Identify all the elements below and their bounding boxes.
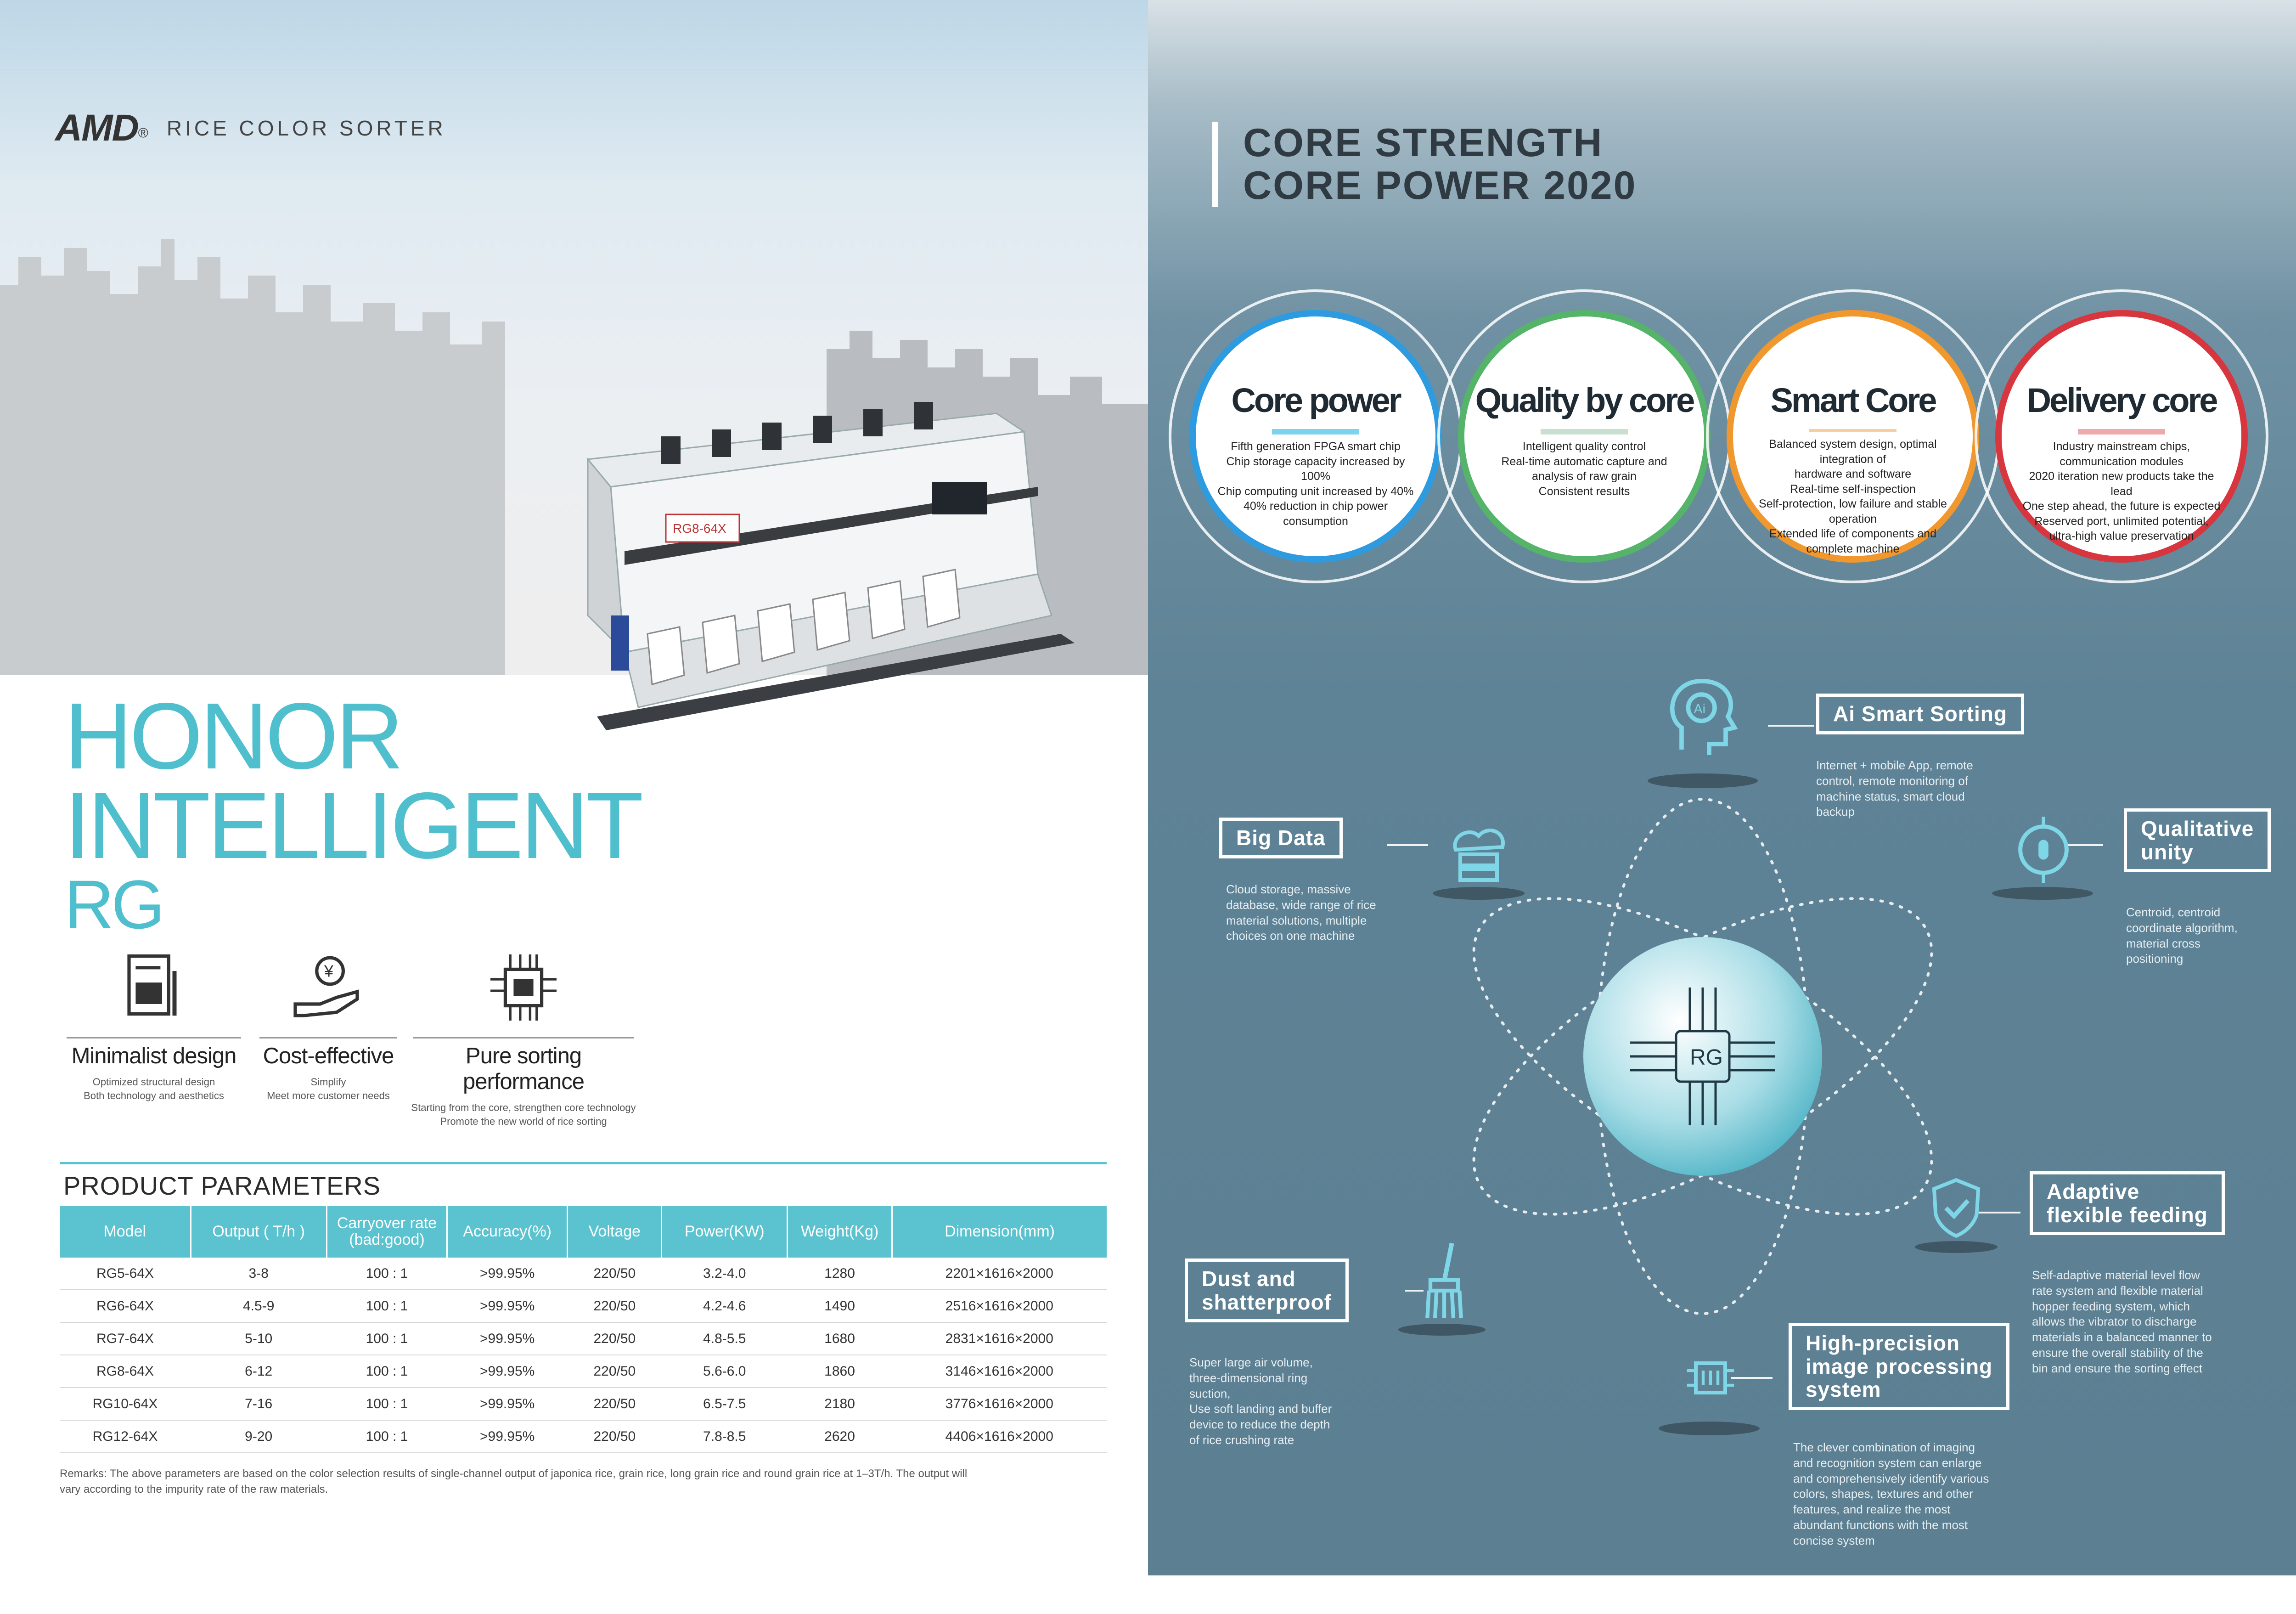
table-cell: 9-20 <box>191 1420 326 1453</box>
feature-desc: Optimized structural design Both technology and aesthetics <box>84 1076 224 1101</box>
table-cell: 100 : 1 <box>326 1258 447 1290</box>
node-big-data-desc: Cloud storage, massive database, wide range of rice material solutions, multiple choices on one machine <box>1226 882 1376 943</box>
circle-core-power: Core power Fifth generation FPGA smart chip Chip storage capacity increased by 100% Chip computing unit increased by 40% 40% reduction in chip power consumption <box>1169 289 1463 583</box>
table-cell: 100 : 1 <box>326 1290 447 1322</box>
table-row <box>60 1388 1107 1420</box>
hero-line-3: RG <box>64 866 162 943</box>
circle-smart-core: Smart Core Balanced system design, optimal integration of hardware and software Real-time self-inspection Self-protection, low failure and stable operation Extended life of components and complete machine <box>1706 289 2000 583</box>
node-adaptive-feeding: Adaptive flexible feeding <box>2030 1171 2225 1235</box>
node-adaptive-desc: Self-adaptive material level flow rate system and flexible material hopper feeding system, which allows the vibrator to discharge materials in a balanced manner to ensure the overall stability of the bin and ensure the sorting effect <box>2032 1268 2212 1375</box>
circle-quality-by-core: Quality by core Intelligent quality control Real-time automatic capture and analysis of raw grain Consistent results <box>1437 289 1731 583</box>
remarks: Remarks: The above parameters are based on the color selection results of single-channel output of japonica rice, grain rice, long grain rice and round grain rice at 1–3T/h. The output will vary according to the impurity rate of the raw materials. <box>60 1467 968 1495</box>
table-body <box>60 1258 1107 1453</box>
table-cell: 220/50 <box>568 1355 662 1388</box>
table-cell: RG5-64X <box>60 1258 191 1290</box>
brand-header <box>55 107 446 150</box>
feature-cost-effective <box>253 942 404 1128</box>
table-cell: RG7-64X <box>60 1322 191 1355</box>
params-title: PRODUCT PARAMETERS <box>63 1171 381 1200</box>
table-cell: 2180 <box>788 1388 892 1420</box>
table-row <box>60 1355 1107 1388</box>
table-cell: 1490 <box>788 1290 892 1322</box>
col-weight: Weight(Kg) <box>788 1206 892 1258</box>
col-output: Output ( T/h ) <box>191 1206 326 1258</box>
table-cell: 2201×1616×2000 <box>892 1258 1107 1290</box>
table-cell: 4406×1616×2000 <box>892 1420 1107 1453</box>
feature-list <box>55 942 698 1128</box>
feature-pure-sorting <box>404 942 643 1128</box>
feature-title: Cost-effective <box>263 1044 394 1068</box>
params-table <box>60 1206 1107 1453</box>
table-cell: 220/50 <box>568 1290 662 1322</box>
feature-title: Pure sorting performance <box>462 1044 585 1094</box>
table-cell: >99.95% <box>447 1322 568 1355</box>
table-cell: 3.2-4.0 <box>662 1258 788 1290</box>
core-title-line-2: CORE POWER 2020 <box>1243 163 1637 208</box>
col-power: Power(KW) <box>662 1206 788 1258</box>
node-ai-desc: Internet + mobile App, remote control, remote monitoring of machine status, smart cloud backup <box>1816 758 1973 819</box>
table-cell: 2831×1616×2000 <box>892 1322 1107 1355</box>
brush-icon <box>1405 1236 1483 1327</box>
table-row <box>60 1420 1107 1453</box>
node-big-data: Big Data <box>1219 818 1343 858</box>
document-pen-icon <box>113 946 195 1029</box>
machine-label: RG8-64X <box>673 521 726 536</box>
table-cell: 5.6-6.0 <box>662 1355 788 1388</box>
feature-minimalist-design <box>55 942 253 1128</box>
col-dimension: Dimension(mm) <box>945 1223 1055 1241</box>
node-qualitative-unity: Qualitative unity <box>2124 808 2271 872</box>
table-cell: 2516×1616×2000 <box>892 1290 1107 1322</box>
feature-desc: Simplify Meet more customer needs <box>267 1076 390 1101</box>
node-dust-shatterproof: Dust and shatterproof <box>1185 1258 1349 1322</box>
table-cell: 100 : 1 <box>326 1388 447 1420</box>
table-cell: >99.95% <box>447 1420 568 1453</box>
table-cell: 3-8 <box>191 1258 326 1290</box>
table-cell: 100 : 1 <box>326 1322 447 1355</box>
center-rg-label: RG <box>1690 1045 1723 1070</box>
table-cell: 5-10 <box>191 1322 326 1355</box>
table-cell: 3146×1616×2000 <box>892 1355 1107 1388</box>
product-parameters <box>60 1162 1107 1497</box>
table-cell: >99.95% <box>447 1290 568 1322</box>
left-panel <box>0 0 1148 1575</box>
table-cell: 2620 <box>788 1420 892 1453</box>
table-cell: 100 : 1 <box>326 1355 447 1388</box>
brand-subtitle: RICE COLOR SORTER <box>166 116 446 140</box>
table-cell: >99.95% <box>447 1258 568 1290</box>
table-cell: 220/50 <box>568 1388 662 1420</box>
feature-desc: Starting from the core, strengthen core technology Promote the new world of rice sorting <box>411 1102 636 1127</box>
table-cell: RG6-64X <box>60 1290 191 1322</box>
brand-logo: AMD <box>55 107 138 149</box>
shield-check-icon <box>1919 1171 1993 1245</box>
table-header-row <box>60 1206 1107 1258</box>
feature-title: Minimalist design <box>71 1044 236 1068</box>
table-cell: 1680 <box>788 1322 892 1355</box>
table-row <box>60 1322 1107 1355</box>
node-image-desc: The clever combination of imaging and recognition system can enlarge and comprehensively identify various colors, shapes, textures and other features, and realize the most abundant functions with the most concise system <box>1793 1440 1989 1547</box>
table-cell: 3776×1616×2000 <box>892 1388 1107 1420</box>
core-title-line-1: CORE STRENGTH <box>1243 121 1604 165</box>
table-cell: RG8-64X <box>60 1355 191 1388</box>
chip-icon <box>482 946 565 1029</box>
cloud-server-icon <box>1433 808 1525 900</box>
table-row <box>60 1290 1107 1322</box>
svg-text:¥: ¥ <box>324 961 334 981</box>
ai-head-icon <box>1649 661 1759 772</box>
col-model: Model <box>60 1206 191 1258</box>
hero-line-2: INTELLIGENT <box>64 773 641 878</box>
core-title <box>1212 122 1637 207</box>
table-cell: 4.5-9 <box>191 1290 326 1322</box>
table-cell: 220/50 <box>568 1420 662 1453</box>
table-cell: 1280 <box>788 1258 892 1290</box>
coin-hand-icon <box>287 946 370 1029</box>
middle-panel <box>1148 0 2296 1575</box>
svg-text:Ai: Ai <box>1694 701 1706 717</box>
table-cell: RG12-64X <box>60 1420 191 1453</box>
target-icon <box>2002 808 2085 891</box>
table-cell: 220/50 <box>568 1322 662 1355</box>
table-cell: 4.8-5.5 <box>662 1322 788 1355</box>
node-qualitative-desc: Centroid, centroid coordinate algorithm, material cross positioning <box>2126 905 2238 966</box>
image-chip-icon <box>1674 1341 1747 1415</box>
table-cell: 7.8-8.5 <box>662 1420 788 1453</box>
registered-mark: ® <box>138 125 148 141</box>
table-cell: 4.2-4.6 <box>662 1290 788 1322</box>
table-cell: 220/50 <box>568 1258 662 1290</box>
table-cell: 1860 <box>788 1355 892 1388</box>
table-cell: 100 : 1 <box>326 1420 447 1453</box>
node-image-processing: High-precision image processing system <box>1789 1323 2009 1410</box>
col-carryover: Carryover rate (bad:good) <box>326 1206 447 1258</box>
table-cell: RG10-64X <box>60 1388 191 1420</box>
circle-delivery-core: Delivery core Industry mainstream chips, communication modules 2020 iteration new products take the lead One step ahead, the future is expected Reserved port, unlimited potential, ultra-high value preservation <box>1975 289 2268 583</box>
table-cell: 7-16 <box>191 1388 326 1420</box>
table-row <box>60 1258 1107 1290</box>
node-dust-desc: Super large air volume, three-dimensional ring suction, Use soft landing and buffer device to reduce the depth of rice crushing rate <box>1189 1355 1332 1447</box>
col-voltage: Voltage <box>568 1206 662 1258</box>
col-accuracy: Accuracy(%) <box>447 1206 568 1258</box>
table-cell: >99.95% <box>447 1355 568 1388</box>
hero-heading <box>64 683 641 943</box>
table-cell: >99.95% <box>447 1388 568 1420</box>
hero-line-1: HONOR <box>64 683 401 789</box>
machine-image-rg <box>510 358 1102 739</box>
table-cell: 6.5-7.5 <box>662 1388 788 1420</box>
table-cell: 6-12 <box>191 1355 326 1388</box>
node-ai-smart-sorting: Ai Smart Sorting <box>1816 694 2024 734</box>
